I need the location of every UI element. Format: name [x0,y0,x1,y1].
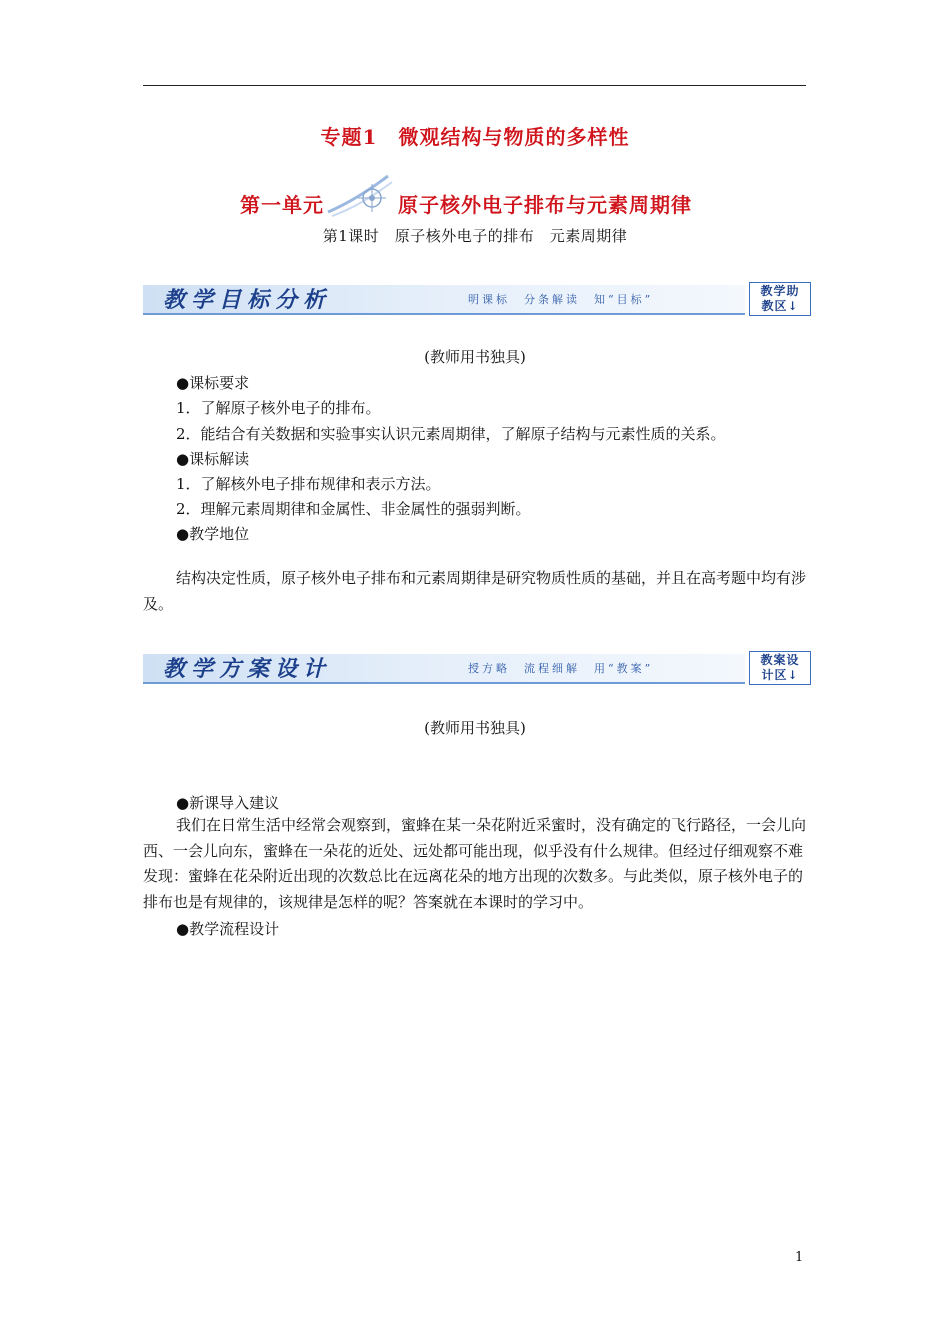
badge-line: 教区↓ [761,299,799,313]
unit-heading-row [0,186,950,220]
section-heading: ● 教学流程设计 [176,918,279,939]
teacher-only-note: (教师用书独具) [424,719,526,737]
lesson-plan-badge [749,651,811,685]
section-heading: ● 教学地位 [176,523,249,544]
badge-line: 教学助 [760,284,800,298]
plan-banner [143,651,815,687]
banner-title: 教学目标分析 [163,287,332,313]
teacher-only-note: (教师用书独具) [424,348,526,366]
topic-title: 专题1 微观结构与物质的多样性 [320,125,630,149]
section-heading: ● 课标解读 [176,448,249,469]
section-heading: ● 课标要求 [176,372,249,393]
section-heading: ● 新课导入建议 [176,792,279,813]
banner-subtitle: 明课标 分条解读 知“目标” [468,293,654,306]
badge-line: 计区↓ [761,668,799,682]
lesson-title: 第1课时 原子核外电子的排布 元素周期律 [322,227,628,245]
top-rule [143,85,806,86]
unit-label: 第一单元 [240,193,324,217]
unit-title: 原子核外电子排布与元素周期律 [398,193,692,217]
intro-paragraph: 我们在日常生活中经常会观察到，蜜蜂在某一朵花附近采蜜时，没有确定的飞行路径，一会儿向西、一会儿向东，蜜蜂在一朵花的近处、远处都可能出现，似乎没有什么规律。但经过仔细观察不难发现：蜜蜂在花朵附近出现的次数总比在远离花朵的地方出现的次数多。与此类似，原子核外电子的排布也是有规律的，该规律是怎样的呢？答案就在本课时的学习中。 [143,816,807,911]
page-number: 1 [795,1250,804,1265]
teaching-status-paragraph: 结构决定性质，原子核外电子排布和元素周期律是研究物质性质的基础，并且在高考题中均有涉及。 [143,569,807,613]
banner-title: 教学方案设计 [163,656,332,682]
teaching-aid-badge [749,282,811,316]
target-decoration-icon [326,170,398,222]
banner-subtitle: 授方略 流程细解 用“教案” [468,662,654,675]
badge-line: 教案设 [760,653,800,667]
list-item: 1．了解原子核外电子的排布。 [176,399,381,417]
list-item: 2．理解元素周期律和金属性、非金属性的强弱判断。 [176,500,531,518]
list-item: 1．了解核外电子排布规律和表示方法。 [176,475,441,493]
list-item: 2．能结合有关数据和实验事实认识元素周期律，了解原子结构与元素性质的关系。 [176,425,726,443]
objectives-banner [143,282,815,318]
